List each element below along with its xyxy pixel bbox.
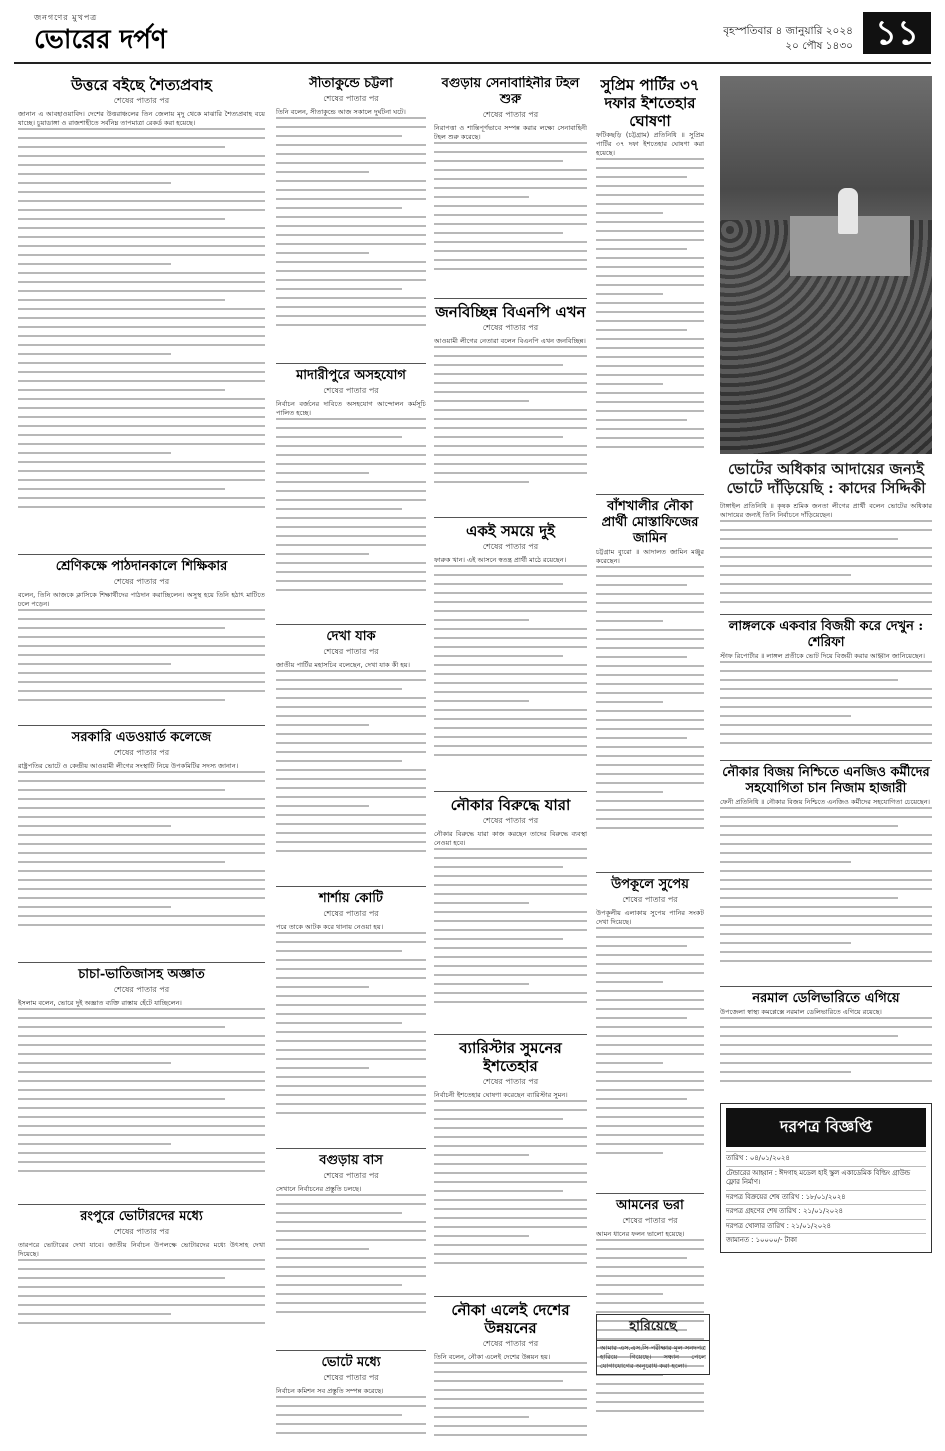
- text-block: [18, 771, 265, 956]
- story: [434, 1301, 587, 1440]
- continuation-label: শেষের পাতার পর: [113, 96, 170, 105]
- story: [276, 1355, 426, 1440]
- text-block: [276, 418, 426, 618]
- divider: [276, 1350, 426, 1351]
- story: [18, 559, 265, 719]
- continuation-label: শেষের পাতার পর: [323, 909, 379, 918]
- column-4: [596, 76, 704, 1440]
- story-headline: সরকারি এডওয়ার্ড কলেজে: [71, 730, 212, 745]
- story-body: বলেন, তিনি আজকে ক্লাসিকে শিক্ষার্থীদের পাঠদান করাচ্ছিলেন। অসুস্থ হয়ে তিনি হঠাৎ মাটিতে ঢলে পড়েন।: [18, 591, 265, 608]
- story-headline: বগুড়ায় সেনাবাহিনীর টহল শুরু: [441, 76, 580, 107]
- story-body: সেখানে নির্বাচনের প্রস্তুতি চলছে।: [276, 1185, 362, 1193]
- story-body: জাতীয় পার্টির মহাসচিব বলেছেন, দেখা যাক কী হয়।: [276, 661, 411, 669]
- text-block: [720, 1017, 932, 1097]
- notice-row: দরপত্র খোলার তারিখ : ২১/০১/২০২৪: [726, 1219, 926, 1234]
- text-block: [596, 566, 704, 866]
- story: [18, 730, 265, 956]
- story-body: নির্বাচনী ইশতেহার ঘোষণা করেছেন ব্যারিস্টার সুমন।: [434, 1091, 568, 1099]
- column-2: [276, 76, 426, 1440]
- story-headline: নৌকা এলেই দেশের উন্নয়নের: [451, 1301, 570, 1337]
- story-headline: রংপুরে ভোটারদের মধ্যে: [80, 1209, 203, 1224]
- date-line-2: ২০ পৌষ ১৪৩০: [785, 40, 853, 52]
- story-headline: দেখা যাক: [326, 629, 376, 644]
- text-block: [276, 932, 426, 1142]
- text-block: [720, 661, 932, 756]
- divider: [276, 363, 426, 364]
- story-headline: আমনের ভরা: [616, 1198, 684, 1213]
- text-block: [596, 927, 704, 1187]
- text-block: [18, 609, 265, 719]
- text-block: [434, 1100, 587, 1290]
- column-3: [434, 76, 587, 1440]
- continuation-label: শেষের পাতার পর: [482, 816, 539, 825]
- divider: [596, 1193, 704, 1194]
- story-headline: শ্রেণিকক্ষে পাঠদানকালে শিক্ষিকার: [55, 559, 228, 574]
- lost-title: হারিয়েছে: [597, 1315, 709, 1341]
- masthead: [14, 10, 931, 64]
- text-block: [434, 848, 587, 1028]
- story-body: টাঙ্গাইল প্রতিনিধি ॥ কৃষক শ্রমিক জনতা লীগের প্রার্থী বলেন ভোটের অধিকার আদায়ের জন্যই তিনি নির্বাচনে দাঁড়িয়েছেন।: [720, 502, 932, 519]
- text-block: [434, 1362, 587, 1440]
- story-headline: লাঙ্গলকে একবার বিজয়ী করে দেখুন : শেরিফা: [728, 619, 924, 650]
- story-body: নির্বাচন বর্জনের দাবিতে অসহযোগ আন্দোলন কর্মসূচি পালিত হচ্ছে।: [276, 400, 426, 417]
- story-body: স্টাফ রিপোর্টার ॥ লাঙ্গল প্রতীকে ভোট দিয়ে বিজয়ী করার আহ্বান জানিয়েছেন।: [720, 652, 926, 660]
- story: [276, 368, 426, 618]
- story-body: ফেনী প্রতিনিধি ॥ নৌকার বিজয় নিশ্চিতে এনজিও কর্মীদের সহযোগিতা চেয়েছেন।: [720, 798, 931, 806]
- divider: [18, 554, 265, 555]
- story-body: ফারুক খান। এই আসনে স্বতন্ত্র প্রার্থী মাঠে রয়েছেন।: [434, 556, 567, 564]
- column-5: [720, 76, 932, 1440]
- story-headline: বগুড়ায় বাস: [319, 1153, 383, 1168]
- story-body: চট্টগ্রাম ব্যুরো ॥ আদালত জামিন মঞ্জুর করেছেন।: [596, 548, 704, 565]
- story-body: নৌকার বিরুদ্ধে যারা কাজ করছেন তাদের বিরুদ্ধে ব্যবস্থা নেওয়া হবে।: [434, 830, 587, 847]
- story-body: রাষ্ট্রপতির ভোটে ও কেন্দ্রীয় আওয়ামী লীগের সংস্থাটি নিয়ে উপকমিটির সদস্য জানান।: [18, 762, 239, 770]
- divider: [434, 1296, 587, 1297]
- continuation-label: শেষের পাতার পর: [323, 94, 379, 103]
- continuation-label: শেষের পাতার পর: [482, 110, 539, 119]
- story-headline: একই সময়ে দুই: [466, 522, 555, 540]
- story-headline: শার্শায় কোটি: [318, 891, 384, 906]
- notice-row: তারিখ : ০৪/০১/২০২৪: [726, 1151, 926, 1166]
- story-body: নির্বাচন কমিশন সব প্রস্তুতি সম্পন্ন করেছে।: [276, 1387, 384, 1395]
- story-headline: ব্যারিস্টার সুমনের ইশতেহার: [459, 1039, 562, 1075]
- text-block: [18, 1008, 265, 1198]
- story-body: ইসলাম বলেন, ভোরে দুই অজ্ঞাত ব্যক্তি রাস্তায় হেঁটে যাচ্ছিলেন।: [18, 999, 182, 1007]
- story: [18, 967, 265, 1198]
- text-block: [720, 520, 932, 610]
- story-headline: সীতাকুন্ডে চট্টলা: [309, 76, 393, 91]
- story: [596, 877, 704, 1187]
- continuation-label: শেষের পাতার পর: [113, 748, 170, 757]
- continuation-label: শেষের পাতার পর: [113, 985, 170, 994]
- lost-notice: [596, 1314, 710, 1375]
- story: [434, 522, 587, 785]
- divider: [434, 1034, 587, 1035]
- text-block: [434, 142, 587, 292]
- date-box: [723, 24, 853, 54]
- continuation-label: শেষের পাতার পর: [482, 542, 539, 551]
- continuation-label: শেষের পাতার পর: [323, 1171, 379, 1180]
- story-body: আমন ধানের ফলন ভালো হয়েছে।: [596, 1230, 685, 1238]
- story: [276, 629, 426, 880]
- text-block: [18, 128, 265, 548]
- continuation-label: শেষের পাতার পর: [323, 386, 379, 395]
- divider: [434, 298, 587, 299]
- divider: [596, 872, 704, 873]
- divider: [18, 1204, 265, 1205]
- rally-photo: [720, 76, 932, 454]
- column-1: [18, 76, 265, 1440]
- story: [18, 76, 265, 548]
- story: [596, 499, 704, 866]
- notice-row: টেন্ডারের আহ্বান : ঈদগাহ মডেল হাই স্কুল একাডেমিক বিল্ডিং গ্রাউন্ড ফ্লোর নির্মাণ।: [726, 1166, 926, 1190]
- text-block: [720, 807, 932, 982]
- divider: [276, 1148, 426, 1149]
- story-headline: নৌকার বিজয় নিশ্চিতে এনজিও কর্মীদের সহযোগিতা চান নিজাম হাজারী: [722, 765, 930, 796]
- story-headline: সুপ্রিম পার্টির ৩৭ দফার ইশতেহার ঘোষণা: [600, 76, 700, 130]
- divider: [18, 962, 265, 963]
- story-headline: নরমাল ডেলিভারিতে এগিয়ে: [752, 991, 900, 1006]
- story-headline: নৌকার বিরুদ্ধে যারা: [450, 796, 571, 814]
- notice-row: দরপত্র গ্রহণের শেষ তারিখ : ২১/০১/২০২৪: [726, 1204, 926, 1219]
- story: [434, 796, 587, 1028]
- story-body: তিনি বলেন, সীতাকুন্ডে আজ সকালে দুর্ঘটনা ঘটে।: [276, 108, 406, 116]
- text-block: [434, 565, 587, 785]
- story-headline: উত্তরে বইছে শৈত্যপ্রবাহ: [71, 76, 212, 94]
- continuation-label: শেষের পাতার পর: [622, 1216, 678, 1225]
- story-body: পরে তাকে আটক করে থানায় নেওয়া হয়।: [276, 923, 384, 931]
- divider: [720, 760, 932, 761]
- story-body: উপজেলা স্বাস্থ্য কমপ্লেক্সে নরমাল ডেলিভারিতে এগিয়ে রয়েছে।: [720, 1008, 882, 1016]
- divider: [434, 517, 587, 518]
- story: [276, 891, 426, 1142]
- date-line-1: বৃহস্পতিবার ৪ জানুয়ারি ২০২৪: [723, 25, 853, 37]
- continuation-label: শেষের পাতার পর: [482, 1339, 539, 1348]
- text-block: [276, 117, 426, 357]
- brand-block: [34, 12, 167, 55]
- divider: [276, 886, 426, 887]
- brand-name: ভোরের দর্পণ: [34, 25, 167, 55]
- text-block: [596, 158, 704, 488]
- continuation-label: শেষের পাতার পর: [482, 323, 539, 332]
- text-block: [276, 1396, 426, 1440]
- divider: [276, 624, 426, 625]
- story-headline: ভোটে মধ্যে: [321, 1355, 381, 1370]
- continuation-label: শেষের পাতার পর: [323, 647, 379, 656]
- divider: [434, 791, 587, 792]
- story-headline: ভোটের অধিকার আদায়ের জন্যই ভোটে দাঁড়িয়েছি : কাদের সিদ্দিকী: [726, 460, 926, 497]
- continuation-label: শেষের পাতার পর: [482, 1077, 539, 1086]
- text-block: [434, 346, 587, 511]
- story-body: ফটিকছড়ি (চট্টগ্রাম) প্রতিনিধি ॥ সুপ্রিম পার্টির ৩৭ দফা ইশতেহার ঘোষণা করা হয়েছে।: [596, 131, 704, 157]
- story-body: নিরাপত্তা ও শান্তিপূর্ণভাবে সম্পন্ন করার লক্ষ্যে সেনাবাহিনী টহল শুরু করেছে।: [434, 124, 587, 141]
- text-block: [18, 1259, 265, 1349]
- story-headline: বাঁশখালীর নৌকা প্রার্থী মোস্তাফিজের জামিন: [601, 499, 699, 546]
- continuation-label: শেষের পাতার পর: [113, 1227, 170, 1236]
- story: [596, 76, 704, 488]
- story: [434, 1039, 587, 1290]
- story: [434, 303, 587, 511]
- notice-row: দরপত্র বিক্রয়ের শেষ তারিখ : ১৮/০১/২০২৪: [726, 1190, 926, 1205]
- story-body: উপকূলীয় এলাকায় সুপেয় পানির সংকট দেখা দিয়েছে।: [596, 909, 704, 926]
- divider: [18, 725, 265, 726]
- story-headline: উপকূলে সুপেয়: [611, 877, 689, 892]
- story-body: তারপরে ভোটারের দেখা যাবে। জাতীয় নির্বাচন উপলক্ষে ভোটারদের মধ্যে উৎসাহ দেখা দিয়েছে।: [18, 1241, 265, 1258]
- tender-notice: [720, 1103, 932, 1253]
- divider: [720, 986, 932, 987]
- story-headline: মাদারীপুরে অসহযোগ: [296, 368, 406, 383]
- notice-body: [726, 1151, 926, 1248]
- story-body: তিনি বলেন, নৌকা এলেই দেশের উন্নয়ন হয়।: [434, 1353, 551, 1361]
- notice-row: জামানত : ১০০০০/- টাকা: [726, 1233, 926, 1248]
- continuation-label: শেষের পাতার পর: [323, 1373, 379, 1382]
- continuation-label: শেষের পাতার পর: [622, 895, 678, 904]
- story: [276, 76, 426, 357]
- story: [434, 76, 587, 292]
- text-block: [276, 670, 426, 880]
- story-body: জানান এ আবহাওয়াবিদ। দেশের উত্তরাঞ্চলের তিন জেলায় মৃদু থেকে মাঝারি শৈত্যপ্রবাহ বয়ে যাচ্ছে। চুয়াডাঙ্গা ও রাজশাহীতে সর্বনিম্ন তাপমাত্রা রেকর্ড করা হয়েছে।: [18, 110, 265, 127]
- lost-body: আমার এস.এস.সি পরীক্ষার মূল সনদপত্র হারিয়ে গিয়েছে। সন্ধান পেলে যোগাযোগের অনুরোধ করা হলো।: [600, 1344, 706, 1370]
- notice-title: দরপত্র বিজ্ঞপ্তি: [726, 1108, 926, 1147]
- story: [276, 1153, 426, 1344]
- page-number: ১১: [863, 12, 931, 54]
- story-headline: চাচা-ভাতিজাসহ অজ্ঞাত: [78, 967, 205, 982]
- continuation-label: শেষের পাতার পর: [113, 577, 170, 586]
- divider: [596, 494, 704, 495]
- speaker-image: [838, 188, 858, 234]
- story-headline: জনবিচ্ছিন্ন বিএনপি এখন: [435, 303, 586, 321]
- story-body: আওয়ামী লীগের নেতারা বলেন বিএনপি এখন জনবিচ্ছিন্ন।: [434, 337, 586, 345]
- text-block: [276, 1194, 426, 1344]
- story: [18, 1209, 265, 1349]
- brand-tagline: জনগণের মুখপত্র: [34, 13, 98, 22]
- divider: [720, 614, 932, 615]
